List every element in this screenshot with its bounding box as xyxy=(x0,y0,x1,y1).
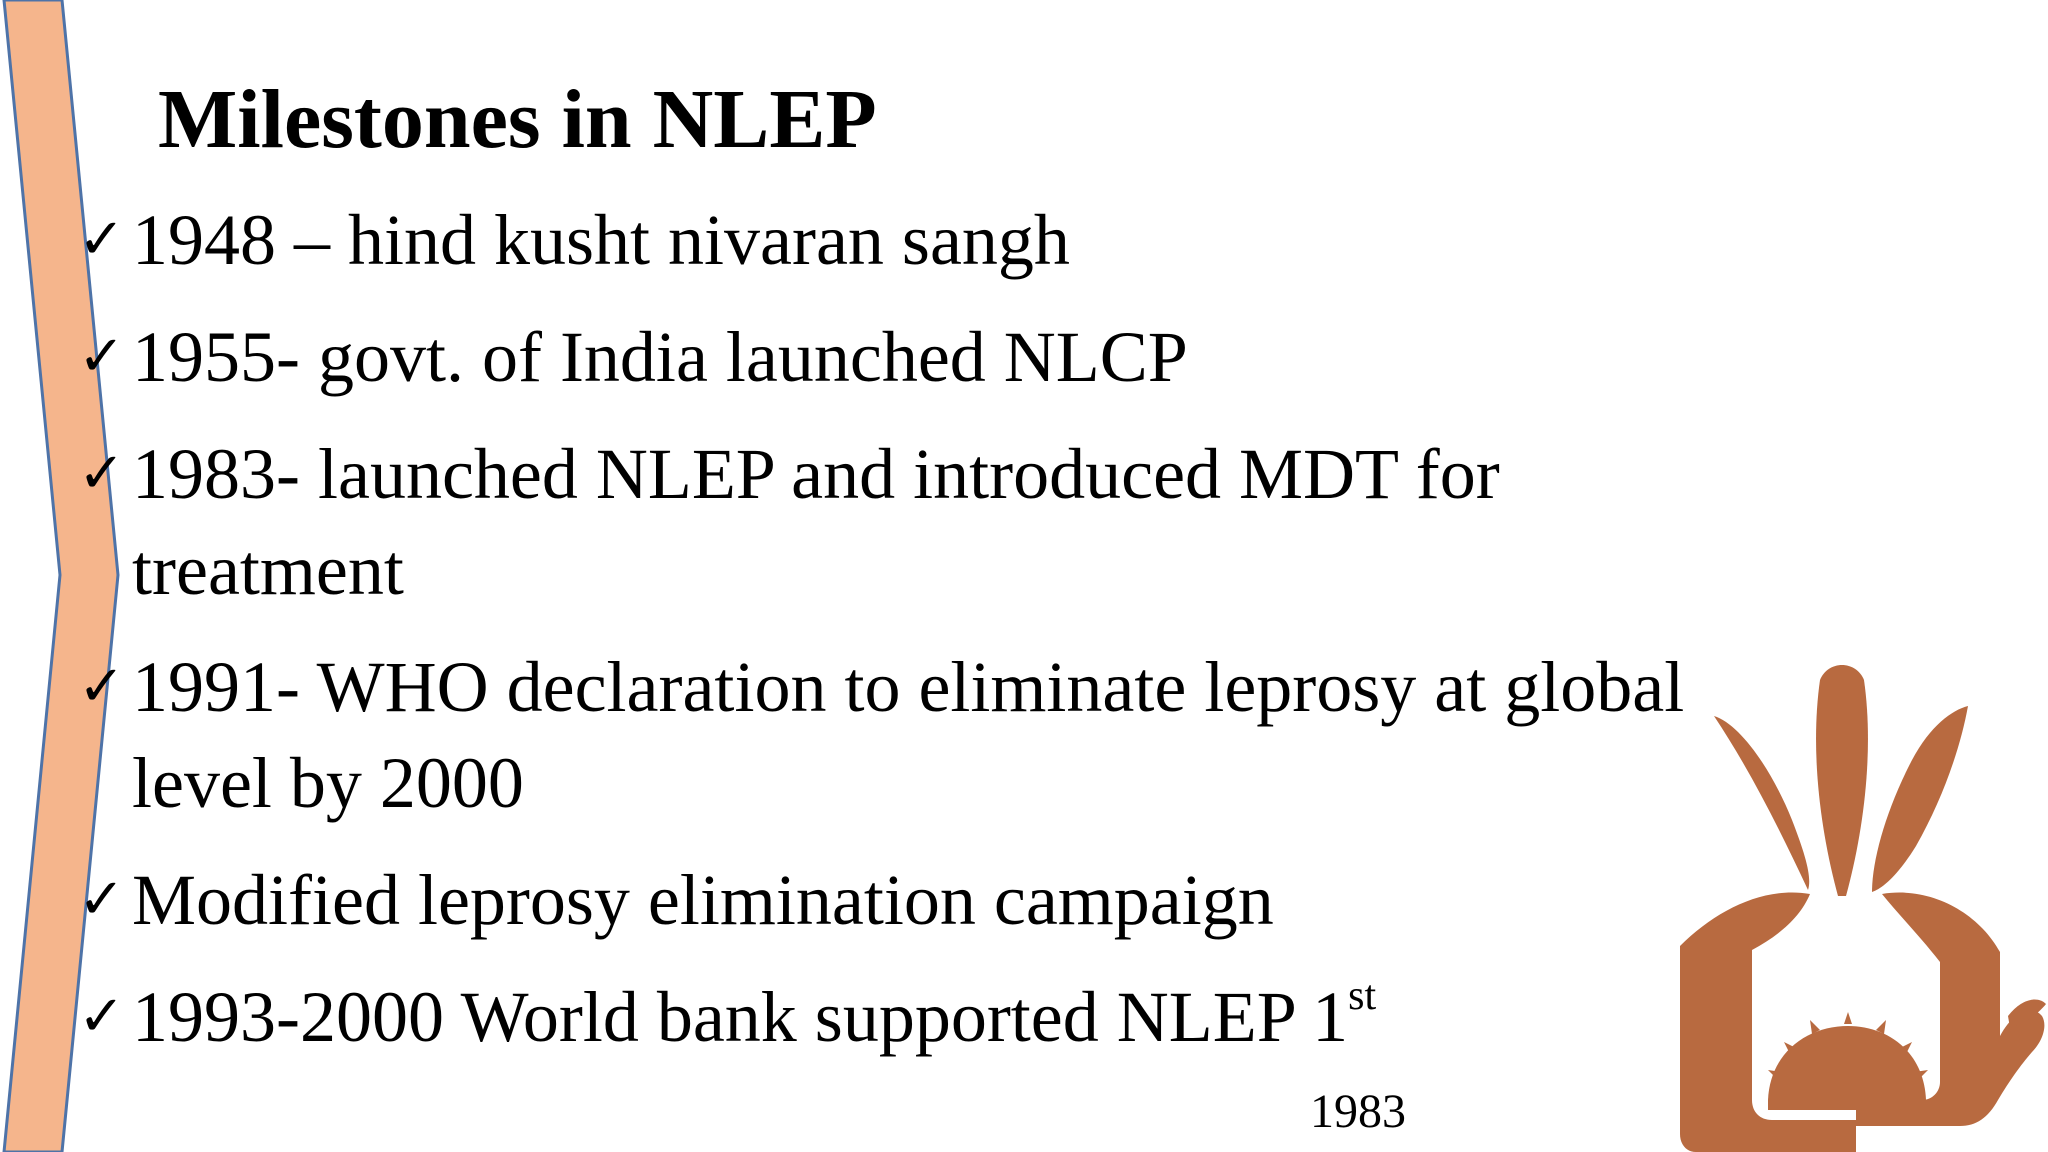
checkmark-icon: ✓ xyxy=(78,207,125,272)
milestone-text-continued: treatment xyxy=(132,530,404,610)
milestone-item xyxy=(78,963,1838,1071)
milestone-item xyxy=(78,633,1838,837)
checkmark-icon: ✓ xyxy=(78,324,125,389)
checkmark-icon: ✓ xyxy=(78,441,125,506)
footnote-year: 1983 xyxy=(1310,1085,1406,1138)
checkmark-icon: ✓ xyxy=(78,984,125,1049)
milestone-text-continued: level by 2000 xyxy=(132,743,524,823)
milestone-item xyxy=(78,420,1838,624)
milestone-text: Modified leprosy elimination campaign xyxy=(132,860,1274,940)
milestone-text: 1991- WHO declaration to eliminate leprosy at global xyxy=(132,647,1685,727)
milestone-item xyxy=(78,303,1838,411)
milestone-item xyxy=(78,186,1838,294)
milestone-text: 1993-2000 World bank supported NLEP 1 xyxy=(132,977,1349,1057)
checkmark-icon: ✓ xyxy=(78,867,125,932)
milestone-list xyxy=(78,186,1838,1080)
checkmark-icon: ✓ xyxy=(78,654,125,719)
milestone-item xyxy=(78,846,1838,954)
slide-title: Milestones in NLEP xyxy=(158,73,877,166)
nlep-hands-flower-emblem-icon xyxy=(1660,660,2048,1152)
milestone-text: 1983- launched NLEP and introduced MDT for xyxy=(132,434,1500,514)
ordinal-superscript: st xyxy=(1348,973,1377,1019)
milestone-text: 1955- govt. of India launched NLCP xyxy=(132,317,1188,397)
milestone-text: 1948 – hind kusht nivaran sangh xyxy=(132,200,1070,280)
